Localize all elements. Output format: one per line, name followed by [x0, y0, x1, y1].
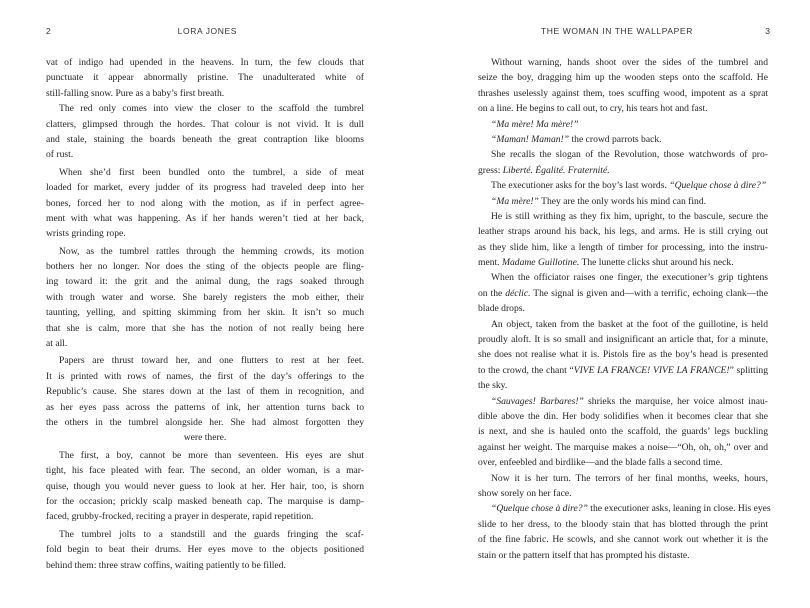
text-run: ” splitting [729, 364, 768, 376]
italic-text: Madame Guillotine. [501, 257, 580, 269]
text-line: behind them: three straw coffins, waiting patiently to be filled. [46, 559, 286, 571]
text-run: The signal is given and—with a terrific, echoing clank—the [530, 287, 768, 299]
italic-text: “Quelque chose à dire?” [669, 180, 767, 192]
text-line: tight, his face pleated with fear. The second, an older woman, is a mar- [46, 465, 364, 477]
left-running-header [46, 26, 364, 38]
text-line: He is still writhing as they fix him, upright, to the bascule, secure the [491, 210, 768, 222]
italic-text: “Sauvages! Barbares!” [491, 395, 584, 407]
text-line: The tumbrel jolts to a standstill and the guards fringing the scaf- [59, 528, 364, 540]
text-line: When the officiator raises one finger, the executioner’s grip tightens [491, 272, 768, 284]
text-line: wrists grinding rope. [46, 228, 126, 240]
text-line: An object, taken from the basket at the foot of the guillotine, is held [491, 318, 768, 330]
text-line: blade drops. [478, 303, 525, 315]
text-run: the crowd parrots back. [569, 133, 662, 145]
text-line: stain or the pattern itself that has prompted his distaste. [478, 549, 690, 561]
text-line: were there. [183, 432, 227, 444]
text-line: that she is calm, more that she has the notion of not really being here [46, 322, 364, 334]
italic-text: “Ma mère!” [491, 195, 539, 207]
text-line: ment with what was happening. As if her hands weren’t tied at her back, [46, 212, 364, 224]
text-line: vat of indigo had upended in the heavens. In turn, the few clouds that [46, 57, 364, 68]
text-line [478, 286, 768, 301]
right-page [405, 0, 810, 608]
text-line: The first, a boy, cannot be more than seventeen. His eyes are shut [59, 449, 364, 461]
text-line: is next, and she is hauled onto the scaffold, the guards’ legs buckling [478, 426, 768, 438]
text-run: The lunette clicks shut around his neck. [579, 257, 734, 269]
text-line [478, 363, 768, 378]
text-line: Now, as the tumbrel rattles through the hemming crowds, its motion [59, 245, 364, 257]
text-line: thrashes uselessly against them, toes scuffing wood, impotent as a sprat [478, 87, 768, 99]
italic-text: Liberté. Égalité. Fraternité. [502, 164, 610, 176]
text-line [478, 501, 771, 516]
text-run: shrieks the marquise, her voice almost inau- [583, 395, 768, 407]
text-line: clatters, glimpsed through the hordes. That colour is not vivid. It is dull [46, 118, 364, 130]
text-run: to the crowd, the chant “ [478, 364, 574, 376]
text-line: slide to her dress, to the bloody stain that has blotted through the print [478, 518, 768, 530]
text-line: quise, though you would never guess to look at her. Her hair, too, is shorn [46, 480, 364, 492]
text-line [478, 255, 768, 270]
italic-text: “Ma mère! Ma mère!” [491, 118, 579, 130]
text-line [478, 117, 768, 132]
text-line: and stale, staining the boards beneath the great contraption like blooms [46, 133, 364, 145]
text-run: gress: [478, 164, 503, 176]
text-line: dible above the din. Her body solidifies when it becomes clear that she [478, 410, 768, 422]
text-line: It is printed with rows of names, the first of the day’s offerings to the [46, 370, 364, 382]
left-page-number: 2 [46, 26, 51, 36]
italic-text: déclic. [505, 287, 531, 299]
text-line: on a line. He begins to call out, to cry, his tears hot and fast. [478, 103, 708, 115]
text-run: the executioner asks, leaning in close. His eyes [587, 503, 771, 515]
left-running-head: LORA JONES [177, 26, 238, 36]
text-line: as her eyes pass across the patterns of ink, her attention turns back to [46, 401, 364, 413]
text-line [478, 163, 768, 178]
text-line: the others in the tumbrel alongside her. She had almost forgotten they [46, 416, 364, 428]
text-line: of rust. [46, 149, 74, 161]
text-line: over, enfeebled and birdlike—and the blade falls a second time. [478, 457, 723, 469]
text-line: seize the boy, dragging him up the wooden steps onto the scaffold. He [478, 72, 768, 84]
text-line: with trough water and worse. She barely registers the mob either, their [46, 291, 364, 303]
text-line: punctuate it appear abnormally pristine. The unadulterated white of [46, 72, 364, 84]
text-line: show sorely on her face. [478, 487, 572, 499]
italic-text: “Maman! Maman!” [491, 133, 570, 145]
right-page-number: 3 [765, 26, 770, 36]
text-line: she does not realise what it is. Pistols fire as the boy’s head is presented [478, 349, 768, 361]
text-run: The executioner asks for the boy’s last words. [491, 180, 670, 192]
right-running-head: THE WOMAN IN THE WALLPAPER [541, 26, 693, 36]
text-line: Now it is her turn. The terrors of her final months, weeks, hours, [491, 472, 768, 484]
text-line [478, 394, 768, 409]
text-line: faced, grubby-frocked, reciting a prayer in desperate, rapid repetition. [46, 511, 314, 523]
italic-text: “Quelque chose à dire?” [491, 503, 588, 515]
italic-text: VIVE LA FRANCE! VIVE LA FRANCE! [573, 364, 730, 376]
text-line: proudly aloft. It is so small and insignificant an article that, for a minute, [478, 334, 768, 346]
text-line: still-falling snow. Pure as a baby’s first breath. [46, 87, 225, 99]
right-running-header [541, 26, 770, 38]
text-run: They are the only words his mind can find. [538, 195, 707, 207]
text-line: bones, forced her to nod along with the motion, as if in perfect agree- [46, 197, 364, 209]
text-line: fold begin to beat their drums. Her eyes move to the objects positioned [46, 544, 364, 556]
text-line [478, 194, 768, 209]
text-line: bothers her no longer. Nor does the sting of the objects people are fling- [46, 261, 364, 273]
text-line: When she’d first been bundled onto the tumbrel, a side of meat [59, 166, 364, 178]
text-line [478, 132, 768, 147]
text-line: loaded for market, every judder of its progress had traveled deep into her [46, 182, 364, 194]
text-line: Papers are thrust toward her, and one flutters to rest at her feet. [59, 355, 364, 367]
text-line: at all. [46, 338, 68, 350]
text-line: Republic’s cause. She stares down at the last of them in recognition, and [46, 386, 364, 398]
text-line: against her weight. The marquise makes a noise—“Oh, oh, oh,” over and [478, 441, 768, 453]
text-line: for the occasion; prickly scalp masked beneath cap. The marquise is damp- [46, 495, 364, 507]
text-line: taunting, yelling, and spitting skimming from her skin. It isn’t so much [46, 307, 364, 319]
text-line: leather straps around his back, his legs, and arms. He is still crying out [478, 226, 768, 238]
text-line [478, 178, 768, 193]
text-line: The red only comes into view the closer to the scaffold the tumbrel [59, 103, 364, 115]
text-line: of the fine fabric. He scowls, and she cannot work out whether it is the [478, 534, 768, 546]
text-line: as they slide him, like a length of timber for processing, into the instru- [478, 241, 768, 253]
text-line: ing toward it: the grit and the animal dung, the rags soaked through [46, 276, 364, 288]
text-run: on the [478, 287, 506, 299]
text-run: ment. [478, 257, 502, 269]
right-body-text [478, 55, 771, 563]
left-body-text [46, 55, 364, 573]
text-line: She recalls the slogan of the Revolution, those watchwords of pro- [491, 149, 768, 161]
text-line: Without warning, hands shoot over the sides of the tumbrel and [491, 57, 768, 68]
text-line: the sky. [478, 380, 508, 392]
